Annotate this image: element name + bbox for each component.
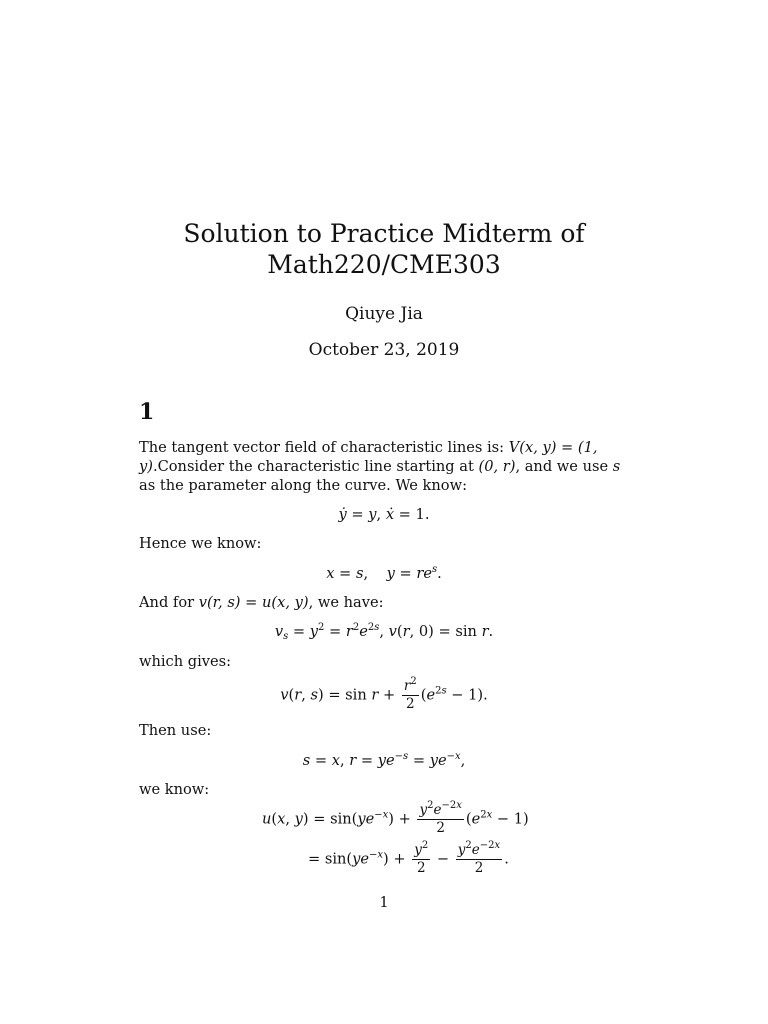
equation-ode: ẏ = y, ẋ = 1.	[338, 506, 430, 523]
intro-text-a: The tangent vector field of characteristic lines is:	[139, 439, 509, 456]
intro-start-point: (0, r)	[478, 458, 516, 475]
document-date: October 23, 2019	[308, 340, 460, 360]
intro-param: s	[612, 458, 621, 475]
page-number: 1	[379, 894, 389, 911]
paragraph-and-for	[139, 593, 629, 612]
equation-characteristics: x = s, $y = re^s$.	[326, 564, 442, 582]
title-line-1: Solution to Practice Midterm of	[183, 219, 585, 248]
paragraph-hence: Hence we know:	[139, 535, 262, 552]
paragraph-which-gives: which gives:	[139, 653, 232, 670]
paragraph-intro	[139, 438, 629, 495]
document-title	[0, 218, 768, 280]
equation-vs: $v_s = y^2 = r^2e^{2s}$, v(r, 0) = sin r.	[274, 622, 494, 642]
intro-text-e: , and we use	[515, 458, 613, 475]
author-name: Qiuye Jia	[345, 304, 423, 324]
paragraph-we-know: we know:	[139, 781, 210, 798]
and-for-relation: v(r, s) = u(x, y)	[198, 594, 309, 611]
equation-substitution: s = x, $r = ye^{-s} = ye^{-x}$,	[302, 751, 466, 769]
intro-text-c: .Consider the characteristic line starting at	[152, 458, 479, 475]
title-line-2: Math220/CME303	[267, 250, 501, 279]
paragraph-then-use: Then use:	[139, 722, 212, 739]
and-for-text-c: , we have:	[308, 594, 384, 611]
equation-u-line-1: u(x, $y) = \sin(ye^{-x})$ + $\frac{y^2e^{-2x}}{2}$ $(e^{2x} - 1)$	[262, 800, 529, 836]
section-heading: 1	[139, 399, 155, 425]
intro-vector-field: V(x, y) = (1, y)	[139, 439, 598, 475]
and-for-text-a: And for	[139, 594, 199, 611]
equation-u-line-2: = $\sin(ye^{-x})$ + $\frac{y^2}{2}$ − $\frac{y^2e^{-2x}}{2}$ .	[308, 840, 509, 876]
intro-text-g: as the parameter along the curve. We know:	[139, 477, 467, 494]
equation-v-solution: v(r, s) = sin r + $\frac{r^2}{2}$ $(e^{2s} - 1)$.	[280, 676, 488, 712]
